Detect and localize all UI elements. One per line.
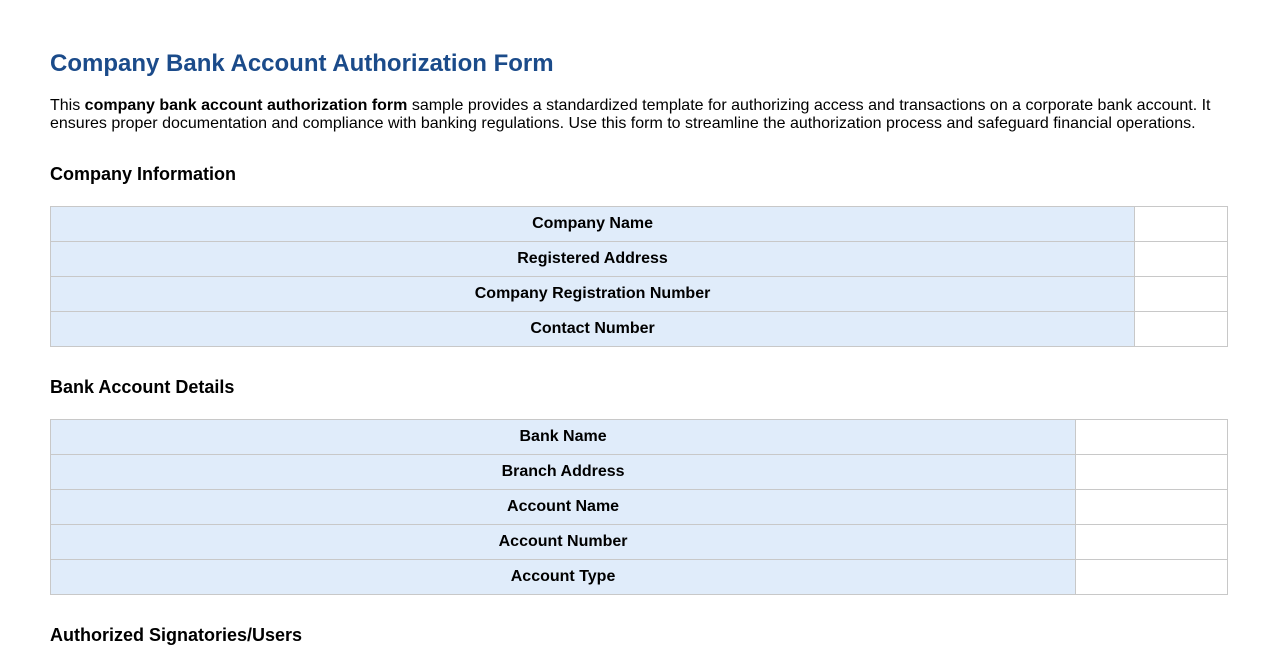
table-row	[51, 455, 1228, 490]
bank-details-table	[50, 419, 1228, 595]
branch-address-label: Branch Address	[51, 455, 1076, 490]
table-row	[51, 420, 1228, 455]
section-heading-company: Company Information	[50, 164, 237, 184]
table-row	[51, 277, 1228, 312]
table-row	[51, 560, 1228, 595]
account-number-field[interactable]	[1076, 525, 1228, 560]
registered-address-field[interactable]	[1135, 242, 1228, 277]
account-type-field[interactable]	[1076, 560, 1228, 595]
registration-number-label: Company Registration Number	[51, 277, 1135, 312]
bank-name-label: Bank Name	[51, 420, 1076, 455]
account-type-label: Account Type	[51, 560, 1076, 595]
account-name-field[interactable]	[1076, 490, 1228, 525]
contact-number-label: Contact Number	[51, 312, 1135, 347]
company-name-label: Company Name	[51, 207, 1135, 242]
branch-address-field[interactable]	[1076, 455, 1228, 490]
table-row	[51, 490, 1228, 525]
table-row	[51, 207, 1228, 242]
registered-address-label: Registered Address	[51, 242, 1135, 277]
company-name-field[interactable]	[1135, 207, 1228, 242]
intro-bold: company bank account authorization form	[84, 97, 408, 114]
section-heading-bank: Bank Account Details	[50, 377, 235, 397]
registration-number-field[interactable]	[1135, 277, 1228, 312]
company-info-table	[50, 206, 1228, 347]
account-name-label: Account Name	[51, 490, 1076, 525]
table-row	[51, 242, 1228, 277]
intro-suffix: sample provides a standardized template for authorizing access and transactions on a corporate bank account. It ensures proper documentation and compliance with banking regulations. Use this form to streamline the authorization process and safeguard financial operations.	[50, 97, 1211, 132]
intro-prefix: This	[50, 97, 85, 114]
table-row	[51, 312, 1228, 347]
section-heading-signatories: Authorized Signatories/Users	[50, 625, 303, 645]
account-number-label: Account Number	[51, 525, 1076, 560]
intro-paragraph	[50, 97, 1230, 133]
table-row	[51, 525, 1228, 560]
page-title: Company Bank Account Authorization Form	[50, 50, 554, 77]
contact-number-field[interactable]	[1135, 312, 1228, 347]
bank-name-field[interactable]	[1076, 420, 1228, 455]
